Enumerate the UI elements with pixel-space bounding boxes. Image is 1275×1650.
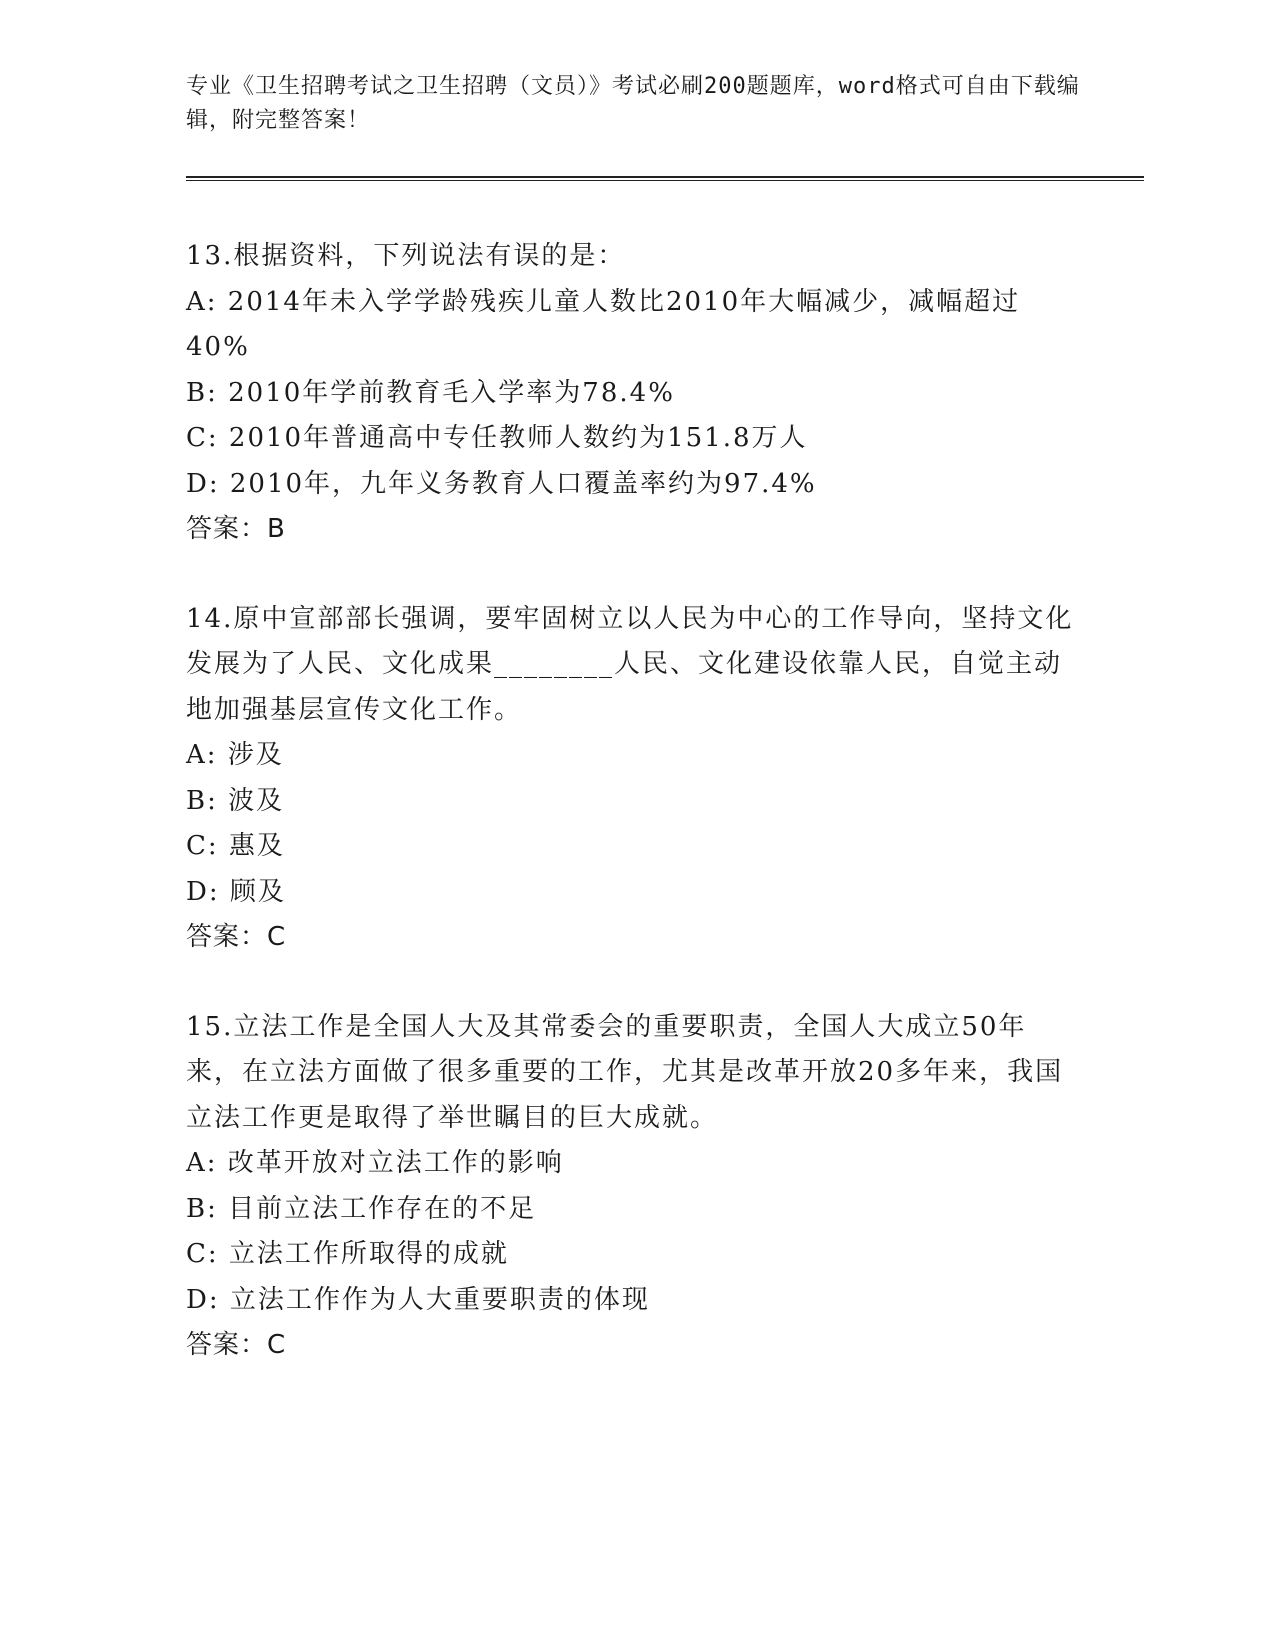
answer: 答案：C — [186, 922, 287, 952]
question-list — [186, 234, 1076, 1413]
option-b: B: 目前立法工作存在的不足 — [186, 1193, 537, 1224]
option-d: D: 顾及 — [186, 876, 286, 907]
option-c: C: 惠及 — [186, 831, 285, 861]
option-b: B: 波及 — [186, 785, 285, 816]
question-stem: 14.原中宣部部长强调，要牢固树立以人民为中心的工作导向，坚持文化发展为了人民、文化成果________人民、文化建设依靠人民，自觉主动地加强基层宣传文化工作。 — [186, 603, 1074, 725]
option-a: A: 2014年未入学学龄残疾儿童人数比2010年大幅减少，减幅超过40% — [186, 286, 1021, 362]
question-15 — [186, 1005, 1076, 1369]
document-header: 专业《卫生招聘考试之卫生招聘（文员）》考试必刷200题题库，word格式可自由下载编辑，附完整答案！ — [186, 74, 1080, 133]
option-c: C: 立法工作所取得的成就 — [186, 1239, 509, 1269]
header-divider — [186, 176, 1144, 181]
option-c: C: 2010年普通高中专任教师人数约为151.8万人 — [186, 423, 808, 453]
question-stem: 13.根据资料，下列说法有误的是： — [186, 241, 626, 271]
option-a: A: 涉及 — [186, 740, 284, 770]
answer: 答案：B — [186, 514, 286, 544]
option-b: B: 2010年学前教育毛入学率为78.4% — [186, 377, 675, 408]
option-d: D: 2010年，九年义务教育人口覆盖率约为97.4% — [186, 468, 817, 499]
option-d: D: 立法工作作为人大重要职责的体现 — [186, 1284, 650, 1315]
question-14 — [186, 597, 1076, 961]
option-a: A: 改革开放对立法工作的影响 — [186, 1148, 564, 1178]
question-13 — [186, 234, 1076, 553]
question-stem: 15.立法工作是全国人大及其常委会的重要职责，全国人大成立50年来，在立法方面做了很多重要的工作，尤其是改革开放20多年来，我国立法工作更是取得了举世瞩目的巨大成就。 — [186, 1011, 1064, 1133]
answer: 答案：C — [186, 1330, 287, 1360]
